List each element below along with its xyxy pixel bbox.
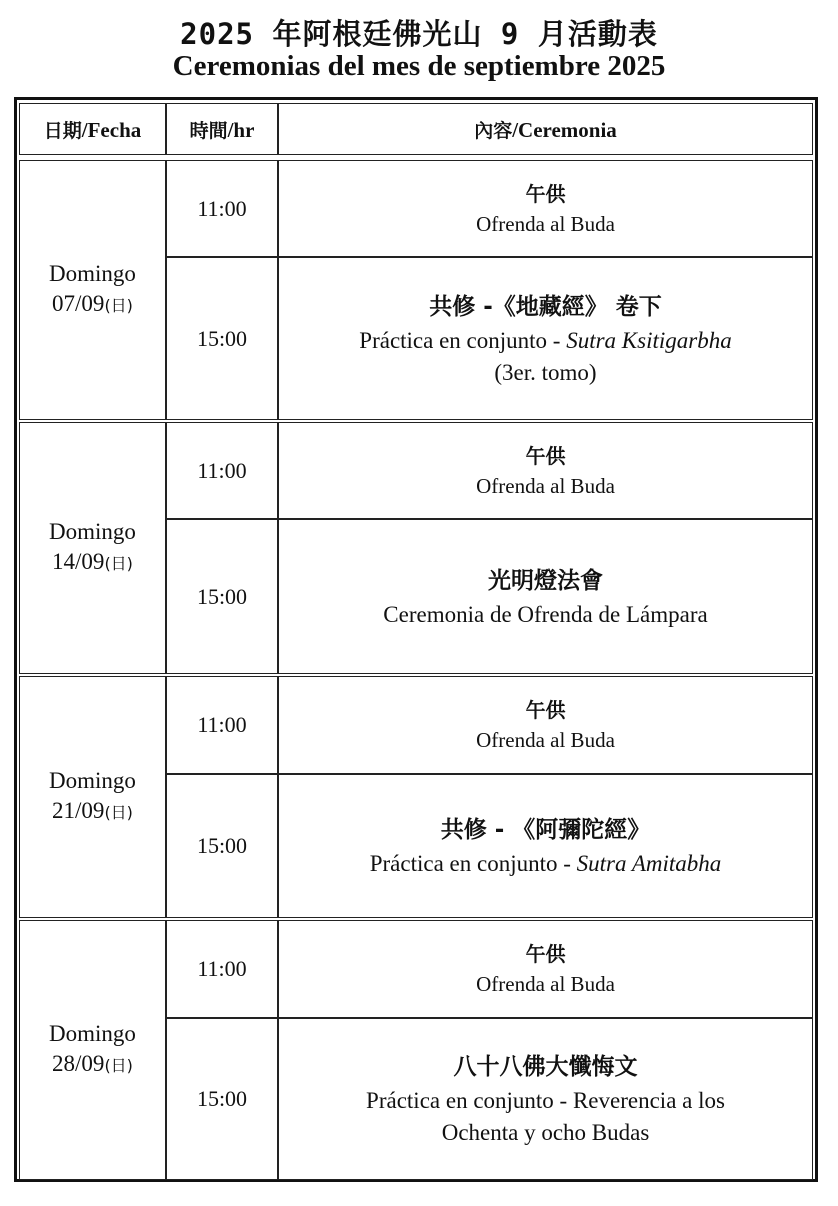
ceremony-title-zh: 共修 - 《阿彌陀經》 [440, 817, 651, 843]
date-label: 14/09 [52, 549, 105, 574]
weekday-zh: (日) [104, 803, 133, 822]
ceremony-title-zh: 共修 -《地藏經》 卷下 [429, 293, 662, 320]
ceremony-cell [278, 519, 813, 674]
ceremony-cell [278, 920, 813, 1018]
ceremony-title-es-line2: Ochenta y ocho Budas [441, 1120, 650, 1145]
time-cell: 11:00 [166, 920, 278, 1018]
sutra-name: Sutra Ksitigarbha [566, 327, 732, 353]
ceremony-cell [278, 774, 813, 918]
time-cell: 15:00 [166, 1018, 278, 1180]
header-content [278, 103, 813, 155]
date-cell [19, 422, 166, 674]
header-date-zh: 日期 [43, 119, 82, 142]
time-cell: 11:00 [166, 422, 278, 519]
weekday-zh: (日) [104, 296, 133, 315]
header-content-zh: 內容 [474, 119, 513, 142]
ceremony-title-es: Ofrenda al Buda [476, 972, 615, 996]
ceremony-title-zh: 八十八佛大懺悔文 [453, 1054, 638, 1080]
ceremony-title-es: Ceremonia de Ofrenda de Lámpara [383, 601, 708, 627]
ceremony-title-es [359, 325, 731, 357]
ceremony-title-zh: 午供 [525, 443, 566, 468]
time-cell: 15:00 [166, 774, 278, 918]
header-date [19, 103, 166, 155]
ceremony-cell [278, 257, 813, 420]
ceremony-title-zh: 午供 [525, 942, 566, 966]
ceremony-title-zh: 午供 [525, 181, 566, 206]
date-cell [19, 676, 166, 918]
ceremony-title-zh: 午供 [525, 698, 566, 722]
ceremony-cell [278, 676, 813, 774]
ceremony-title-es-line2: (3er. tomo) [494, 359, 597, 385]
weekday-zh: (日) [104, 554, 133, 573]
weekday-label: Domingo [49, 768, 136, 793]
ceremony-title-zh: 光明燈法會 [488, 567, 603, 594]
ceremony-title-es: Ofrenda al Buda [476, 211, 615, 236]
date-cell [19, 160, 166, 420]
time-cell: 11:00 [166, 160, 278, 257]
ceremony-es-prefix: Práctica en conjunto - [359, 327, 567, 353]
page-title-chinese: 2025 年阿根廷佛光山 9 月活動表 [180, 17, 658, 51]
ceremony-title-es: Ofrenda al Buda [476, 728, 615, 752]
date-label: 28/09 [52, 1051, 105, 1076]
header-content-es: /Ceremonia [512, 117, 617, 142]
ceremony-cell [278, 422, 813, 519]
weekday-label: Domingo [49, 1021, 136, 1046]
ceremony-title-es [370, 848, 722, 880]
weekday-zh: (日) [104, 1056, 133, 1075]
date-label: 21/09 [52, 798, 105, 823]
date-label: 07/09 [52, 291, 105, 316]
ceremony-title-es: Ofrenda al Buda [476, 473, 615, 498]
ceremony-cell [278, 1018, 813, 1180]
header-time [166, 103, 278, 155]
weekday-label: Domingo [49, 519, 136, 544]
date-cell [19, 920, 166, 1180]
header-time-zh: 時間 [189, 119, 228, 142]
sutra-name: Sutra Amitabha [576, 851, 722, 876]
ceremony-cell [278, 160, 813, 257]
header-date-es: /Fecha [81, 117, 142, 142]
header-time-es: /hr [227, 117, 255, 142]
page-title-spanish: Ceremonias del mes de septiembre 2025 [172, 50, 666, 82]
ceremony-es-prefix: Práctica en conjunto - [369, 851, 577, 876]
ceremony-title-es: Práctica en conjunto - Reverencia a los [366, 1088, 725, 1113]
time-cell: 11:00 [166, 676, 278, 774]
time-cell: 15:00 [166, 257, 278, 420]
weekday-label: Domingo [49, 261, 136, 286]
time-cell: 15:00 [166, 519, 278, 674]
